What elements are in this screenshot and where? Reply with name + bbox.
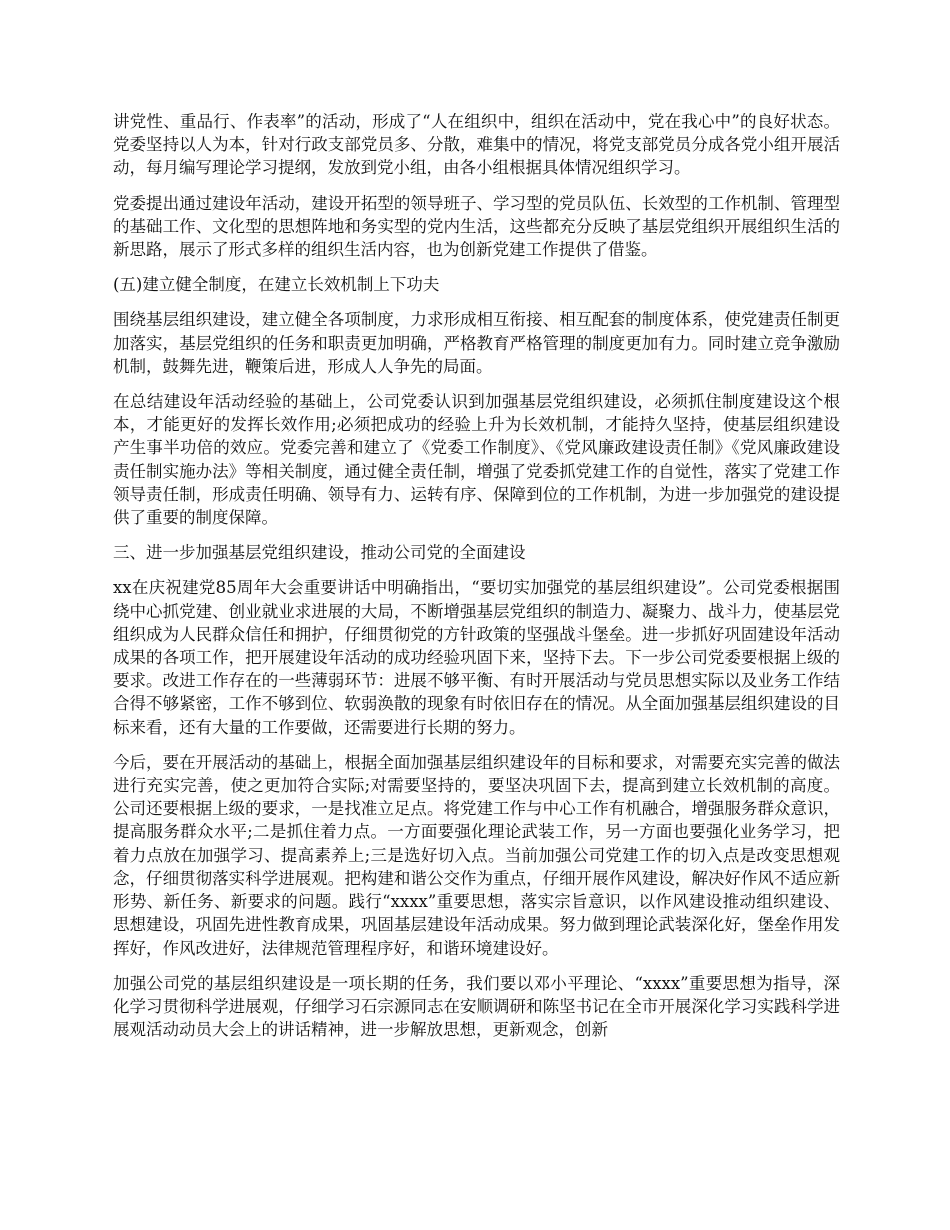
- section-heading: (五)建立健全制度，在建立长效机制上下功夫: [113, 275, 440, 295]
- paragraph: 今后，要在开展活动的基础上，根据全面加强基层组织建设年的目标和要求，对需要充实完善的做法进行充实完善，使之更加符合实际;对需要坚持的，要坚决巩固下去，提高到建立长效机制的高度。公司还要根据上级的要求，一是找准立足点。将党建工作与中心工作有机融合，增强服务群众意识，提高服务群众水平;二是抓住着力点。一方面要强化理论武装工作，另一方面也要强化业务学习，把着力点放在加强学习、提高素养上;三是选好切入点。当前加强公司党建工作的切入点是改变思想观念，仔细贯彻落实科学进展观。把构建和谐公交作为重点，仔细开展作风建设，解决好作风不适应新形势、新任务、新要求的问题。践行“xxxx”重要思想，落实宗旨意识，以作风建设推动组织建设、思想建设，巩固先进性教育成果，巩固基层建设年活动成果。努力做到理论武装深化好，堡垒作用发挥好，作风改进好，法律规范管理程序好，和谐环境建设好。: [113, 752, 840, 958]
- paragraph: xx在庆祝建党85周年大会重要讲话中明确指出，“要切实加强党的基层组织建设”。公司党委根据围绕中心抓党建、创业就业求进展的大局，不断增强基层党组织的制造力、凝聚力、战斗力，使基层党组织成为人民群众信任和拥护，仔细贯彻党的方针政策的坚强战斗堡垒。进一步抓好巩固建设年活动成果的各项工作，把开展建设年活动的成功经验巩固下来，坚持下去。下一步公司党委要根据上级的要求。改进工作存在的一些薄弱环节：进展不够平衡、有时开展活动与党员思想实际以及业务工作结合得不够紧密，工作不够到位、软弱涣散的现象有时依旧存在的情况。从全面加强基层组织建设的目标来看，还有大量的工作要做，还需要进行长期的努力。: [113, 578, 840, 737]
- paragraph: 加强公司党的基层组织建设是一项长期的任务，我们要以邓小平理论、“xxxx”重要思想为指导，深化学习贯彻科学进展观，仔细学习石宗源同志在安顺调研和陈坚书记在全市开展深化学习实践科学进展观活动动员大会上的讲话精神，进一步解放思想，更新观念，创新: [113, 973, 840, 1040]
- section-heading: 三、进一步加强基层党组织建设，推动公司党的全面建设: [113, 543, 526, 563]
- paragraph: 党委提出通过建设年活动，建设开拓型的领导班子、学习型的党员队伍、长效型的工作机制、管理型的基础工作、文化型的思想阵地和务实型的党内生活，这些都充分反映了基层党组织开展组织生活的新思路，展示了形式多样的组织生活内容，也为创新党建工作提供了借鉴。: [113, 193, 840, 260]
- paragraph: 在总结建设年活动经验的基础上，公司党委认识到加强基层党组织建设，必须抓住制度建设这个根本，才能更好的发挥长效作用;必须把成功的经验上升为长效机制，才能持久坚持，使基层组织建设产生事半功倍的效应。党委完善和建立了《党委工作制度》、《党风廉政建设责任制》《党风廉政建设责任制实施办法》等相关制度，通过健全责任制，增强了党委抓党建工作的自觉性，落实了党建工作领导责任制，形成责任明确、领导有力、运转有序、保障到位的工作机制，为进一步加强党的建设提供了重要的制度保障。: [113, 392, 840, 528]
- paragraph: 讲党性、重品行、作表率”的活动，形成了“人在组织中，组织在活动中，党在我心中”的良好状态。党委坚持以人为本，针对行政支部党员多、分散，难集中的情况，将党支部党员分成各党小组开展活动，每月编写理论学习提纲，发放到党小组，由各小组根据具体情况组织学习。: [113, 112, 840, 178]
- document-body: [113, 110, 840, 1041]
- paragraph: 围绕基层组织建设，建立健全各项制度，力求形成相互衔接、相互配套的制度体系，使党建责任制更加落实，基层党组织的任务和职责更加明确，严格教育严格管理的制度更加有力。同时建立竞争激励机制，鼓舞先进，鞭策后进，形成人人争先的局面。: [113, 310, 840, 376]
